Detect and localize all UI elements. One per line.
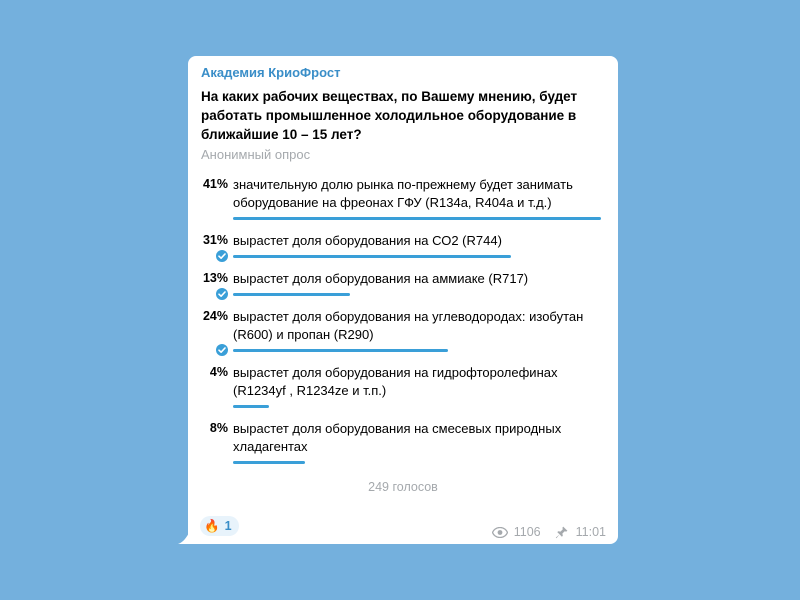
fire-emoji-icon: 🔥 <box>204 518 220 533</box>
total-votes[interactable]: 249 голосов <box>368 480 438 494</box>
channel-name[interactable]: Академия КриоФрост <box>201 65 341 80</box>
pin-icon <box>555 526 568 539</box>
poll-type-label: Анонимный опрос <box>201 147 311 162</box>
option-percent: 24% <box>202 309 228 323</box>
checkmark-icon <box>216 344 228 356</box>
option-text: значительную долю рынка по-прежнему будет занимать оборудование на фреонах ГФУ (R134a, R404a и т.д.) <box>233 177 573 210</box>
option-result-bar <box>233 255 511 258</box>
option-text: вырастет доля оборудования на смесевых природных хладагентах <box>233 421 562 454</box>
poll-option[interactable] <box>188 309 618 355</box>
option-text: вырастет доля оборудования на СО2 (R744) <box>233 233 502 248</box>
poll-option[interactable] <box>188 177 618 223</box>
option-percent: 8% <box>209 421 228 435</box>
poll-question: На каких рабочих веществах, по Вашему мнению, будет работать промышленное холодильное оборудование в ближайшие 10 – 15 лет? <box>201 89 578 142</box>
checkmark-icon <box>216 288 228 300</box>
option-result-bar <box>233 461 305 464</box>
checkmark-icon <box>216 250 228 262</box>
poll-option[interactable] <box>188 421 618 467</box>
option-result-bar <box>233 217 601 220</box>
option-result-bar <box>233 293 350 296</box>
eye-icon <box>492 527 508 538</box>
views-count: 1106 <box>513 525 541 539</box>
poll-option[interactable] <box>188 233 618 261</box>
message-time: 11:01 <box>575 525 606 539</box>
option-result-bar <box>233 349 448 352</box>
reaction-button[interactable] <box>200 516 239 536</box>
reaction-count: 1 <box>224 519 232 533</box>
message-meta <box>492 525 606 539</box>
poll-message-bubble <box>188 56 618 544</box>
poll-option[interactable] <box>188 365 618 411</box>
option-text: вырастет доля оборудования на аммиаке (R717) <box>233 271 529 286</box>
option-text: вырастет доля оборудования на углеводородах: изобутан (R600) и пропан (R290) <box>233 309 584 342</box>
option-percent: 41% <box>202 177 228 191</box>
poll-option[interactable] <box>188 271 618 299</box>
option-text: вырастет доля оборудования на гидрофторолефинах (R1234yf , R1234ze и т.п.) <box>233 365 558 398</box>
option-percent: 31% <box>202 233 228 247</box>
option-percent: 13% <box>202 271 228 285</box>
option-percent: 4% <box>209 365 228 379</box>
option-result-bar <box>233 405 269 408</box>
